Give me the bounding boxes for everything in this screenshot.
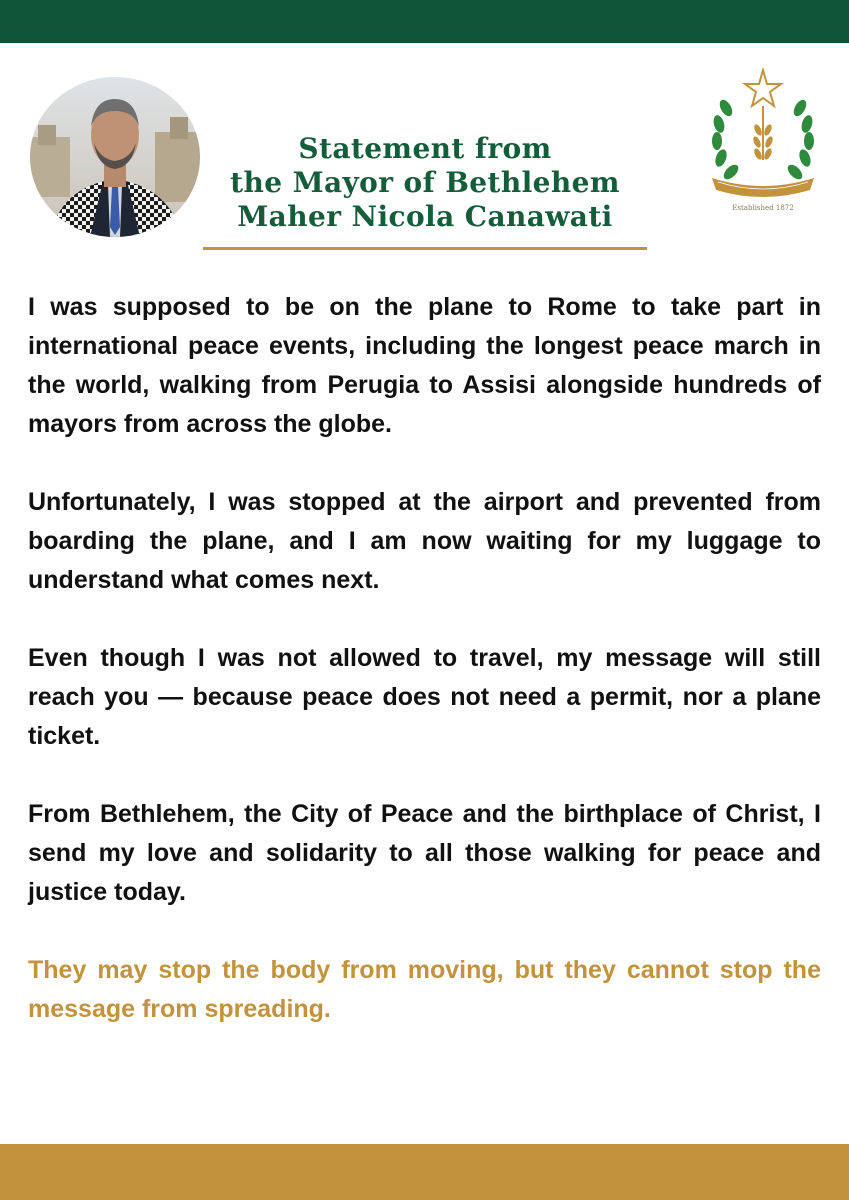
top-green-bar	[0, 0, 849, 43]
title-underline-divider	[203, 247, 647, 250]
statement-paragraph-2: Unfortunately, I was stopped at the airport and prevented from boarding the plane, and I am now waiting for my luggage to understand what comes next.	[28, 488, 821, 594]
title-line-3: Maher Nicola Canawati	[237, 200, 613, 233]
mayor-portrait	[30, 77, 200, 237]
page-title	[203, 132, 647, 234]
title-line-2: the Mayor of Bethlehem	[230, 166, 620, 199]
statement-paragraph-3: Even though I was not allowed to travel, my message will still reach you — because peace does not need a permit, nor a plane ticket.	[28, 644, 821, 750]
portrait-photo-icon	[30, 77, 200, 237]
statement-body	[28, 288, 821, 1029]
statement-closing-line: They may stop the body from moving, but they cannot stop the message from spreading.	[28, 956, 821, 1023]
title-line-1: Statement from	[298, 132, 552, 165]
municipality-seal	[706, 68, 820, 212]
bottom-gold-bar	[0, 1144, 849, 1200]
bethlehem-municipality-seal-icon	[706, 68, 820, 212]
seal-established-text: Established 1872	[732, 204, 794, 212]
statement-paragraph-4: From Bethlehem, the City of Peace and the birthplace of Christ, I send my love and solidarity to all those walking for peace and justice today.	[28, 800, 821, 906]
statement-paragraph-1: I was supposed to be on the plane to Rome to take part in international peace events, including the longest peace march in the world, walking from Perugia to Assisi alongside hundreds of mayors from across the globe.	[28, 293, 821, 438]
